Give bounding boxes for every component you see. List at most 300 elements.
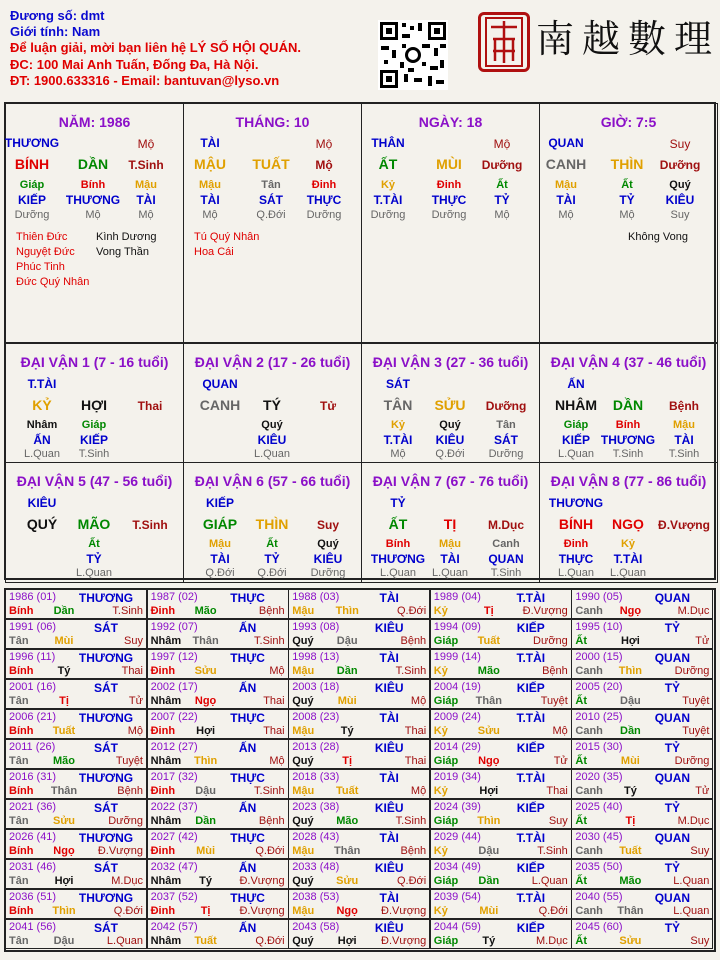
period-branch: NGỌ xyxy=(612,516,644,532)
hidden-god: THỰC xyxy=(306,193,342,207)
year-label: 1990 (05) xyxy=(575,591,623,603)
year-label: 2022 (37) xyxy=(150,801,198,813)
phone-email: ĐT: 1900.633316 - Email: bantuvan@lyso.vn xyxy=(10,72,280,88)
year-life-stage: M.Dục xyxy=(677,815,710,827)
period-god: T.TÀI xyxy=(27,377,57,391)
year-life-stage: Thai xyxy=(546,785,568,797)
year-god: TỶ xyxy=(664,801,681,815)
pillar-god: THƯƠNG xyxy=(4,136,60,150)
hidden-stem: Đinh xyxy=(436,179,462,191)
pillar-branch: THÌN xyxy=(610,156,644,172)
year-life-stage: M.Dục xyxy=(677,605,710,617)
year-stem: Đinh xyxy=(150,845,176,857)
year-label: 2001 (16) xyxy=(9,681,57,693)
year-god: SÁT xyxy=(94,801,118,815)
year-cell xyxy=(571,859,713,889)
year-label: 1996 (11) xyxy=(9,651,56,663)
year-branch: Tuất xyxy=(52,725,76,737)
hidden-state: Mộ xyxy=(619,209,635,221)
hidden-stem: Đinh xyxy=(311,179,337,191)
year-branch: Ngọ xyxy=(53,845,75,857)
year-life-stage: Thai xyxy=(404,725,427,737)
year-life-stage: Tử xyxy=(553,755,568,767)
year-label: 2012 (27) xyxy=(150,741,198,753)
hidden-god: KIÊU xyxy=(665,193,695,207)
year-god: THỰC xyxy=(230,591,265,605)
year-life-stage: Bệnh xyxy=(542,665,568,677)
year-branch: Ngọ xyxy=(478,755,500,767)
year-god: QUAN xyxy=(654,831,691,845)
hidden-stem: Kỷ xyxy=(380,179,396,191)
year-stem: Mậu xyxy=(292,845,315,857)
year-stem: Kỷ xyxy=(433,605,448,617)
year-branch: Thân xyxy=(475,695,502,707)
year-cell xyxy=(288,589,430,619)
hidden-state: Mộ xyxy=(494,209,510,221)
hidden-god: THƯƠNG xyxy=(600,433,656,447)
pillar-title: NGÀY: 18 xyxy=(418,114,483,130)
hidden-god: QUAN xyxy=(488,552,524,566)
year-god: T.TÀI xyxy=(516,771,546,785)
year-stem: Bính xyxy=(9,665,34,677)
hidden-god: KIÊU xyxy=(435,433,465,447)
year-life-stage: Thai xyxy=(263,695,285,707)
hidden-stem: Ất xyxy=(266,538,278,550)
hidden-state: Q.Đới xyxy=(205,567,235,579)
year-stem: Đinh xyxy=(150,785,176,797)
year-stem: Nhâm xyxy=(150,815,182,827)
year-god: SÁT xyxy=(94,681,118,695)
year-cell xyxy=(5,709,147,739)
year-label: 2011 (26) xyxy=(9,741,56,753)
year-life-stage: L.Quan xyxy=(673,875,710,887)
year-branch: Dậu xyxy=(195,785,216,797)
hidden-state: Q.Đới xyxy=(256,209,286,221)
pillar-stem: ẤT xyxy=(378,156,398,172)
year-label: 2004 (19) xyxy=(433,681,481,693)
year-stem: Đinh xyxy=(150,725,176,737)
hidden-state: T.Sinh xyxy=(490,567,522,579)
year-label: 2032 (47) xyxy=(150,861,198,873)
period-title: ĐẠI VẬN 5 (47 - 56 tuổi) xyxy=(16,473,173,489)
year-life-stage: Bệnh xyxy=(117,785,143,797)
year-cell xyxy=(147,799,289,829)
year-life-stage: Dưỡng xyxy=(674,755,710,767)
hidden-stem: Quý xyxy=(317,538,339,550)
year-branch: Mão xyxy=(336,815,359,827)
year-god: ẤN xyxy=(238,801,257,815)
year-life-stage: Q.Đới xyxy=(396,605,427,617)
year-god: KIÊU xyxy=(374,621,404,635)
year-label: 2016 (31) xyxy=(9,771,57,783)
year-label: 2030 (45) xyxy=(575,831,623,843)
period-god: THƯƠNG xyxy=(548,496,604,510)
period-title: ĐẠI VẬN 7 (67 - 76 tuổi) xyxy=(372,473,529,489)
year-life-stage: Tử xyxy=(695,785,710,797)
year-branch: Thìn xyxy=(52,905,76,917)
hidden-stem: Mậu xyxy=(199,179,221,191)
year-branch: Tị xyxy=(200,905,211,917)
year-branch: Mùi xyxy=(479,905,499,917)
year-stem: Quý xyxy=(292,935,314,947)
year-cell xyxy=(5,919,147,949)
period-stem: KỶ xyxy=(32,397,52,413)
year-god: THỰC xyxy=(230,831,265,845)
year-cell xyxy=(288,859,430,889)
year-label: 2026 (41) xyxy=(9,831,57,843)
period-branch: THÌN xyxy=(255,516,289,532)
hidden-god: TÀI xyxy=(136,193,156,207)
year-label: 2035 (50) xyxy=(575,861,623,873)
star-item: Phúc Tinh xyxy=(16,261,65,273)
year-cell xyxy=(430,679,572,709)
year-cell xyxy=(5,589,147,619)
year-cell xyxy=(430,649,572,679)
hidden-state: Mộ xyxy=(558,209,574,221)
hidden-state: Dưỡng xyxy=(310,567,346,579)
year-label: 2020 (35) xyxy=(575,771,623,783)
period-stem: NHÂM xyxy=(555,397,597,413)
hidden-god: KIẾP xyxy=(79,433,109,447)
year-label: 1999 (14) xyxy=(433,651,481,663)
year-life-stage: M.Dục xyxy=(111,875,143,887)
year-cell xyxy=(288,679,430,709)
year-branch: Tuất xyxy=(335,785,359,797)
year-branch: Sửu xyxy=(619,935,642,947)
year-god: T.TÀI xyxy=(516,651,546,665)
hidden-god: TỶ xyxy=(494,193,510,207)
hidden-god: THƯƠNG xyxy=(370,552,426,566)
contact-note: Để luận giải, mời bạn liên hệ LÝ SỐ HỘI QUÁN. xyxy=(10,40,301,56)
year-branch: Ngọ xyxy=(336,905,358,917)
year-cell xyxy=(147,589,289,619)
pillar-stem: CANH xyxy=(545,156,587,172)
pillar-stem: BÍNH xyxy=(14,156,50,172)
year-cell xyxy=(430,919,572,949)
year-god: TÀI xyxy=(379,711,399,725)
hidden-god: THƯƠNG xyxy=(65,193,121,207)
year-stem: Mậu xyxy=(292,905,315,917)
pillar-god: THÂN xyxy=(371,136,405,150)
pillar-branch: MÙI xyxy=(436,156,462,172)
year-label: 2014 (29) xyxy=(433,741,481,753)
year-cell xyxy=(147,679,289,709)
year-label: 2007 (22) xyxy=(150,711,198,723)
year-label: 2019 (34) xyxy=(433,771,481,783)
hidden-state: L.Quan xyxy=(23,448,61,460)
period-branch: DẦN xyxy=(612,397,644,413)
hidden-stem: Quý xyxy=(261,419,283,431)
pillar-title: GIỜ: 7:5 xyxy=(600,114,657,130)
year-god: T.TÀI xyxy=(516,891,546,905)
year-god: T.TÀI xyxy=(516,831,546,845)
pillar-2 xyxy=(183,103,362,343)
period-6 xyxy=(183,462,362,583)
owner-name: Đương số: dmt xyxy=(10,8,105,23)
year-stem: Ất xyxy=(575,635,587,647)
year-god: THỰC xyxy=(230,711,265,725)
year-life-stage: Mộ xyxy=(269,665,285,677)
year-branch: Dần xyxy=(336,665,358,677)
year-god: TỶ xyxy=(664,741,681,755)
year-life-stage: Suy xyxy=(690,935,710,947)
hidden-stem: Tân xyxy=(261,179,281,191)
hidden-god: TÀI xyxy=(200,193,220,207)
stars-right xyxy=(96,230,156,260)
hidden-stem: Đinh xyxy=(563,538,589,550)
year-life-stage: Suy xyxy=(124,635,143,647)
hidden-god: TỶ xyxy=(264,552,280,566)
year-stem: Bính xyxy=(9,905,34,917)
year-stem: Bính xyxy=(9,605,34,617)
year-stem: Đinh xyxy=(150,605,176,617)
year-label: 2013 (28) xyxy=(292,741,340,753)
hidden-god: KIẾP xyxy=(17,193,47,207)
year-life-stage: Mộ xyxy=(410,785,427,797)
period-stem: QUÝ xyxy=(26,516,58,532)
year-god: KIÊU xyxy=(374,681,404,695)
period-title: ĐẠI VẬN 8 (77 - 86 tuổi) xyxy=(550,473,707,489)
year-stem: Giáp xyxy=(433,815,459,827)
hidden-stem: Mậu xyxy=(135,179,157,191)
hidden-god: SÁT xyxy=(259,193,283,207)
year-label: 2043 (58) xyxy=(292,921,340,933)
year-cell xyxy=(430,799,572,829)
hidden-state: T.Sinh xyxy=(78,448,110,460)
year-cell xyxy=(288,619,430,649)
pillar-life-stage: Dưỡng xyxy=(481,158,523,172)
year-stem: Tân xyxy=(9,875,29,887)
year-branch: Dậu xyxy=(336,635,358,647)
pillar-stem: MẬU xyxy=(194,156,226,172)
period-branch: TÝ xyxy=(263,397,281,413)
year-stem: Ất xyxy=(575,935,587,947)
period-god: QUAN xyxy=(202,377,238,391)
year-stem: Quý xyxy=(292,635,314,647)
year-cell xyxy=(430,619,572,649)
year-stem: Canh xyxy=(575,665,603,677)
year-branch: Tuất xyxy=(619,845,642,857)
pillar-top-state: Mộ xyxy=(493,137,511,151)
year-stem: Nhâm xyxy=(150,875,182,887)
year-cell xyxy=(147,649,289,679)
year-cell xyxy=(571,889,713,919)
year-label: 2027 (42) xyxy=(150,831,198,843)
year-stem: Bính xyxy=(9,785,34,797)
year-stem: Tân xyxy=(9,935,29,947)
year-cell xyxy=(288,709,430,739)
year-branch: Tị xyxy=(625,815,636,827)
year-god: QUAN xyxy=(654,711,691,725)
period-1 xyxy=(5,343,184,463)
hidden-state: L.Quan xyxy=(75,567,113,579)
year-branch: Thìn xyxy=(477,815,501,827)
hidden-stem: Giáp xyxy=(563,419,589,431)
period-stem: GIÁP xyxy=(202,516,238,532)
year-life-stage: Đ.Vượng xyxy=(381,935,427,947)
hidden-god: SÁT xyxy=(494,433,518,447)
year-life-stage: T.Sinh xyxy=(112,605,143,617)
hidden-god: THỰC xyxy=(558,552,594,566)
year-god: KIÊU xyxy=(374,861,404,875)
year-cell xyxy=(147,829,289,859)
period-life-stage: Đ.Vượng xyxy=(658,518,710,532)
year-branch: Tuất xyxy=(194,935,217,947)
year-label: 1991 (06) xyxy=(9,621,57,633)
year-branch: Dậu xyxy=(478,845,500,857)
year-branch: Mùi xyxy=(54,635,74,647)
year-stem: Nhâm xyxy=(150,635,182,647)
hidden-state: Mộ xyxy=(390,448,406,460)
year-branch: Tuất xyxy=(477,635,500,647)
yearly-grid xyxy=(4,588,716,952)
star-item: Kình Dương xyxy=(96,231,157,243)
year-cell xyxy=(430,829,572,859)
year-branch: Thân xyxy=(192,635,219,647)
hidden-stem: Bính xyxy=(385,538,411,550)
year-god: KIÊU xyxy=(374,921,404,935)
hidden-state: Dưỡng xyxy=(488,448,524,460)
year-branch: Dậu xyxy=(53,935,75,947)
year-label: 2033 (48) xyxy=(292,861,340,873)
hidden-state: Suy xyxy=(670,209,690,221)
year-label: 2037 (52) xyxy=(150,891,198,903)
year-life-stage: T.Sinh xyxy=(537,845,568,857)
year-stem: Ất xyxy=(575,695,587,707)
pillar-title: THÁNG: 10 xyxy=(235,114,310,130)
period-4 xyxy=(539,343,718,463)
year-god: SÁT xyxy=(94,861,118,875)
star-item: Thiên Đức xyxy=(16,231,68,243)
year-stem: Tân xyxy=(9,695,29,707)
year-life-stage: T.Sinh xyxy=(395,665,427,677)
year-god: TÀI xyxy=(379,891,399,905)
pillar-3 xyxy=(361,103,540,343)
year-branch: Mão xyxy=(53,755,75,767)
year-stem: Giáp xyxy=(433,875,459,887)
period-life-stage: Suy xyxy=(316,518,340,532)
year-label: 2005 (20) xyxy=(575,681,623,693)
period-life-stage: Tử xyxy=(319,399,337,413)
year-god: THƯƠNG xyxy=(78,591,134,605)
year-cell xyxy=(430,889,572,919)
year-stem: Giáp xyxy=(433,635,459,647)
year-branch: Thân xyxy=(617,905,644,917)
year-cell xyxy=(571,769,713,799)
pillar-life-stage: T.Sinh xyxy=(128,158,164,172)
year-stem: Tân xyxy=(9,815,29,827)
year-god: T.TÀI xyxy=(516,711,546,725)
year-label: 2029 (44) xyxy=(433,831,481,843)
year-god: ẤN xyxy=(238,681,257,695)
year-branch: Dần xyxy=(620,725,641,737)
year-branch: Mùi xyxy=(337,695,357,707)
period-title: ĐẠI VẬN 3 (27 - 36 tuổi) xyxy=(372,354,529,370)
year-branch: Thìn xyxy=(193,755,218,767)
year-label: 1994 (09) xyxy=(433,621,481,633)
year-god: SÁT xyxy=(94,921,118,935)
year-branch: Dần xyxy=(53,605,75,617)
hidden-god: THỰC xyxy=(431,193,467,207)
year-life-stage: Tuyệt xyxy=(540,695,568,707)
year-label: 1993 (08) xyxy=(292,621,340,633)
period-stem: BÍNH xyxy=(558,516,594,532)
year-branch: Ngọ xyxy=(194,695,217,707)
year-cell xyxy=(147,769,289,799)
year-label: 2036 (51) xyxy=(9,891,57,903)
hidden-state: L.Quan xyxy=(431,567,469,579)
year-life-stage: Thai xyxy=(121,665,143,677)
pillar-top-state: Mộ xyxy=(137,137,155,151)
year-stem: Đinh xyxy=(150,665,176,677)
hidden-stem: Giáp xyxy=(19,179,45,191)
year-cell xyxy=(147,919,289,949)
year-cell xyxy=(288,829,430,859)
year-life-stage: L.Quan xyxy=(531,875,568,887)
year-god: QUAN xyxy=(654,891,691,905)
hidden-state: Dưỡng xyxy=(370,209,406,221)
year-label: 2021 (36) xyxy=(9,801,57,813)
year-label: 2024 (39) xyxy=(433,801,481,813)
year-stem: Canh xyxy=(575,785,603,797)
year-god: TỶ xyxy=(664,861,681,875)
pillar-god: TÀI xyxy=(200,136,220,150)
year-god: TÀI xyxy=(379,651,399,665)
hidden-state: T.Sinh xyxy=(668,448,700,460)
year-life-stage: Mộ xyxy=(552,725,568,737)
year-stem: Quý xyxy=(292,755,314,767)
year-god: QUAN xyxy=(654,591,691,605)
period-3 xyxy=(361,343,540,463)
stars-left xyxy=(16,230,89,290)
star-item: Tú Quý Nhân xyxy=(194,231,260,243)
year-label: 1998 (13) xyxy=(292,651,340,663)
year-branch: Tý xyxy=(340,725,354,737)
header-info xyxy=(10,8,350,89)
year-branch: Sửu xyxy=(336,875,359,887)
year-stem: Canh xyxy=(575,905,603,917)
year-cell xyxy=(288,769,430,799)
year-cell xyxy=(571,799,713,829)
year-life-stage: Đ.Vượng xyxy=(381,905,427,917)
year-cell xyxy=(5,889,147,919)
pillar-life-stage: Dưỡng xyxy=(659,158,701,172)
year-god: THƯƠNG xyxy=(78,771,134,785)
year-god: ẤN xyxy=(238,861,257,875)
year-god: THỰC xyxy=(230,771,265,785)
year-cell xyxy=(5,829,147,859)
year-life-stage: Đ.Vượng xyxy=(239,905,285,917)
hidden-stem: Mậu xyxy=(439,538,461,550)
year-god: ẤN xyxy=(238,621,257,635)
year-life-stage: Dưỡng xyxy=(674,665,710,677)
year-life-stage: Bệnh xyxy=(258,815,285,827)
year-stem: Nhâm xyxy=(150,935,182,947)
period-title: ĐẠI VẬN 2 (17 - 26 tuổi) xyxy=(194,354,351,370)
period-title: ĐẠI VẬN 4 (37 - 46 tuổi) xyxy=(550,354,707,370)
year-label: 1997 (12) xyxy=(150,651,198,663)
year-label: 2002 (17) xyxy=(150,681,198,693)
hidden-stem: Mậu xyxy=(209,538,231,550)
period-god: KIÊU xyxy=(27,496,57,510)
hidden-state: Q.Đới xyxy=(257,567,287,579)
year-life-stage: Bệnh xyxy=(400,845,427,857)
year-stem: Tân xyxy=(9,755,29,767)
year-branch: Tị xyxy=(483,605,494,617)
year-label: 2039 (54) xyxy=(433,891,481,903)
hidden-state: L.Quan xyxy=(557,448,595,460)
year-god: KIẾP xyxy=(516,801,545,815)
